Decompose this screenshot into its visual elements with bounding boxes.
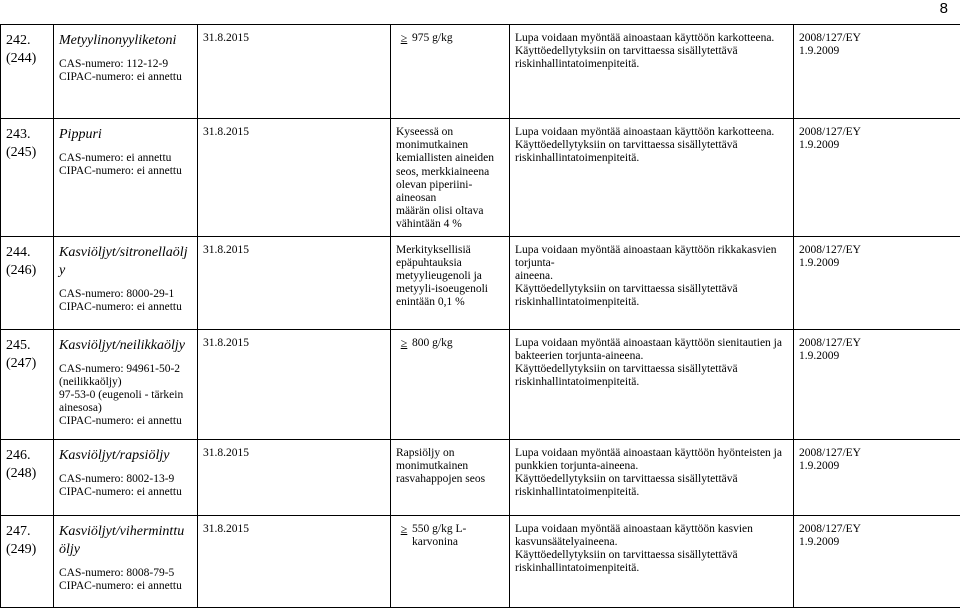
approval-date: 31.8.2015	[203, 337, 249, 349]
entry-old-number: (246)	[6, 262, 50, 280]
text-line: CAS-numero: ei annettu	[59, 152, 194, 165]
directive-cell	[794, 515, 960, 607]
text-line: Käyttöedellytyksiin on tarvittaessa sisällytettävä	[515, 139, 790, 152]
text-line: CIPAC-numero: ei annettu	[59, 486, 194, 499]
approval-date: 31.8.2015	[203, 523, 249, 535]
text-line: riskinhallintatoimenpiteitä.	[515, 296, 790, 309]
purity-cell	[391, 119, 510, 237]
substance-table-body	[1, 25, 960, 608]
substance-identifiers	[59, 152, 194, 178]
purity-block	[396, 244, 506, 310]
entry-number: 246.	[6, 447, 50, 465]
page-number: 8	[940, 0, 948, 17]
conditions-text	[515, 32, 790, 72]
text-line: Lupa voidaan myöntää ainoastaan käyttöön sienitautien ja	[515, 337, 790, 350]
directive: 2008/127/EY	[799, 447, 957, 460]
approval-date: 31.8.2015	[203, 32, 249, 44]
purity-text	[412, 523, 506, 549]
text-line: punkkien torjunta-aineena.	[515, 460, 790, 473]
text-line: ainesosa)	[59, 402, 194, 415]
substance-identifiers	[59, 567, 194, 593]
text-line: riskinhallintatoimenpiteitä.	[515, 152, 790, 165]
approval-date-cell	[198, 439, 391, 515]
text-line: riskinhallintatoimenpiteitä.	[515, 562, 790, 575]
text-line: CIPAC-numero: ei annettu	[59, 580, 194, 593]
entry-number: 245.	[6, 337, 50, 355]
substance-name: Kasviöljyt/sitronellaölj y	[59, 244, 194, 280]
text-line: Lupa voidaan myöntää ainoastaan käyttöön karkotteena.	[515, 126, 790, 139]
expiry-date: 1.9.2009	[799, 45, 957, 58]
entry-old-number: (244)	[6, 50, 50, 68]
substance-row	[1, 515, 960, 607]
substance-name-cell	[54, 329, 198, 439]
text-line: monimutkainen	[396, 460, 506, 473]
conditions-text	[515, 447, 790, 500]
purity-text	[412, 337, 506, 350]
greater-equal-icon: ≥	[396, 523, 412, 536]
directive: 2008/127/EY	[799, 523, 957, 536]
entry-number-cell	[1, 329, 54, 439]
text-line: Merkityksellisiä	[396, 244, 506, 257]
entry-number-cell	[1, 439, 54, 515]
text-line: rasvahappojen seos	[396, 473, 506, 486]
purity-text	[396, 126, 506, 232]
substance-table	[0, 24, 960, 608]
directive: 2008/127/EY	[799, 244, 957, 257]
purity-block	[396, 523, 506, 549]
approval-date-cell	[198, 329, 391, 439]
entry-number-cell	[1, 515, 54, 607]
expiry-date: 1.9.2009	[799, 350, 957, 363]
text-line: 97-53-0 (eugenoli - tärkein	[59, 389, 194, 402]
entry-number-cell	[1, 236, 54, 329]
entry-number-cell	[1, 25, 54, 119]
approval-date: 31.8.2015	[203, 244, 249, 256]
substance-row	[1, 329, 960, 439]
substance-name: Kasviöljyt/rapsiöljy	[59, 447, 194, 465]
purity-cell	[391, 515, 510, 607]
text-line: Käyttöedellytyksiin on tarvittaessa sisällytettävä	[515, 45, 790, 58]
text-line: CAS-numero: 8008-79-5	[59, 567, 194, 580]
directive: 2008/127/EY	[799, 32, 957, 45]
purity-cell	[391, 25, 510, 119]
substance-name-cell	[54, 515, 198, 607]
conditions-cell	[510, 515, 794, 607]
conditions-text	[515, 126, 790, 166]
text-line: metyyli-isoeugenoli	[396, 283, 506, 296]
text-line: riskinhallintatoimenpiteitä.	[515, 486, 790, 499]
substance-identifiers	[59, 288, 194, 314]
entry-old-number: (248)	[6, 465, 50, 483]
text-line: aineena.	[515, 270, 790, 283]
substance-identifiers	[59, 363, 194, 429]
text-line: Lupa voidaan myöntää ainoastaan käyttöön hyönteisten ja	[515, 447, 790, 460]
entry-number: 243.	[6, 126, 50, 144]
directive-cell	[794, 25, 960, 119]
text-line: Käyttöedellytyksiin on tarvittaessa sisällytettävä	[515, 473, 790, 486]
substance-name: Pippuri	[59, 126, 194, 144]
text-line: Rapsiöljy on	[396, 447, 506, 460]
substance-name-cell	[54, 119, 198, 237]
text-line: 975 g/kg	[412, 32, 506, 45]
greater-equal-icon: ≥	[396, 32, 412, 45]
conditions-text	[515, 337, 790, 390]
approval-date-cell	[198, 515, 391, 607]
text-line: määrän olisi oltava	[396, 205, 506, 218]
substance-name: Metyylinonyyliketoni	[59, 32, 194, 50]
conditions-cell	[510, 119, 794, 237]
text-line: Kyseessä on	[396, 126, 506, 139]
expiry-date: 1.9.2009	[799, 460, 957, 473]
directive-cell	[794, 236, 960, 329]
substance-row	[1, 119, 960, 237]
approval-date-cell	[198, 119, 391, 237]
text-line: Käyttöedellytyksiin on tarvittaessa sisällytettävä	[515, 549, 790, 562]
expiry-date: 1.9.2009	[799, 536, 957, 549]
approval-date-cell	[198, 236, 391, 329]
text-line: CAS-numero: 8002-13-9	[59, 473, 194, 486]
conditions-text	[515, 523, 790, 576]
purity-block	[396, 126, 506, 232]
directive: 2008/127/EY	[799, 126, 957, 139]
directive: 2008/127/EY	[799, 337, 957, 350]
text-line: CAS-numero: 94961-50-2	[59, 363, 194, 376]
purity-text	[396, 244, 506, 310]
conditions-cell	[510, 439, 794, 515]
directive-cell	[794, 329, 960, 439]
greater-equal-icon: ≥	[396, 337, 412, 350]
text-line: Käyttöedellytyksiin on tarvittaessa sisällytettävä	[515, 363, 790, 376]
text-line: CIPAC-numero: ei annettu	[59, 165, 194, 178]
substance-name-cell	[54, 439, 198, 515]
text-line: olevan piperiini-aineosan	[396, 179, 506, 205]
substance-name-cell	[54, 236, 198, 329]
expiry-date: 1.9.2009	[799, 257, 957, 270]
expiry-date: 1.9.2009	[799, 139, 957, 152]
text-line: riskinhallintatoimenpiteitä.	[515, 376, 790, 389]
text-line: Lupa voidaan myöntää ainoastaan käyttöön karkotteena.	[515, 32, 790, 45]
text-line: (neilikkaöljy)	[59, 376, 194, 389]
directive-cell	[794, 119, 960, 237]
approval-date-cell	[198, 25, 391, 119]
text-line: kasvunsäätelyaineena.	[515, 536, 790, 549]
substance-identifiers	[59, 58, 194, 84]
approval-date: 31.8.2015	[203, 126, 249, 138]
purity-block	[396, 447, 506, 487]
text-line: vähintään 4 %	[396, 218, 506, 231]
purity-block	[396, 337, 506, 350]
substance-row	[1, 25, 960, 119]
text-line: epäpuhtauksia	[396, 257, 506, 270]
text-line: Lupa voidaan myöntää ainoastaan käyttöön kasvien	[515, 523, 790, 536]
substance-name: Kasviöljyt/viherminttu öljy	[59, 523, 194, 559]
purity-cell	[391, 236, 510, 329]
conditions-cell	[510, 236, 794, 329]
text-line: CAS-numero: 8000-29-1	[59, 288, 194, 301]
text-line: bakteerien torjunta-aineena.	[515, 350, 790, 363]
entry-number-cell	[1, 119, 54, 237]
substance-name: Kasviöljyt/neilikkaöljy	[59, 337, 194, 355]
substance-identifiers	[59, 473, 194, 499]
text-line: Käyttöedellytyksiin on tarvittaessa sisällytettävä	[515, 283, 790, 296]
purity-cell	[391, 329, 510, 439]
entry-old-number: (247)	[6, 355, 50, 373]
entry-number: 244.	[6, 244, 50, 262]
substance-row	[1, 439, 960, 515]
conditions-cell	[510, 329, 794, 439]
conditions-text	[515, 244, 790, 310]
text-line: CIPAC-numero: ei annettu	[59, 71, 194, 84]
conditions-cell	[510, 25, 794, 119]
substance-row	[1, 236, 960, 329]
text-line: CAS-numero: 112-12-9	[59, 58, 194, 71]
purity-block	[396, 32, 506, 45]
entry-old-number: (245)	[6, 144, 50, 162]
text-line: Lupa voidaan myöntää ainoastaan käyttöön rikkakasvien torjunta-	[515, 244, 790, 270]
purity-cell	[391, 439, 510, 515]
approval-date: 31.8.2015	[203, 447, 249, 459]
entry-number: 247.	[6, 523, 50, 541]
text-line: CIPAC-numero: ei annettu	[59, 301, 194, 314]
text-line: 550 g/kg L-karvonina	[412, 523, 506, 549]
text-line: seos, merkkiaineena	[396, 166, 506, 179]
directive-cell	[794, 439, 960, 515]
purity-text	[412, 32, 506, 45]
entry-number: 242.	[6, 32, 50, 50]
text-line: 800 g/kg	[412, 337, 506, 350]
text-line: enintään 0,1 %	[396, 296, 506, 309]
text-line: riskinhallintatoimenpiteitä.	[515, 58, 790, 71]
substance-name-cell	[54, 25, 198, 119]
purity-text	[396, 447, 506, 487]
text-line: metyylieugenoli ja	[396, 270, 506, 283]
text-line: monimutkainen	[396, 139, 506, 152]
entry-old-number: (249)	[6, 541, 50, 559]
text-line: CIPAC-numero: ei annettu	[59, 415, 194, 428]
text-line: kemiallisten aineiden	[396, 152, 506, 165]
